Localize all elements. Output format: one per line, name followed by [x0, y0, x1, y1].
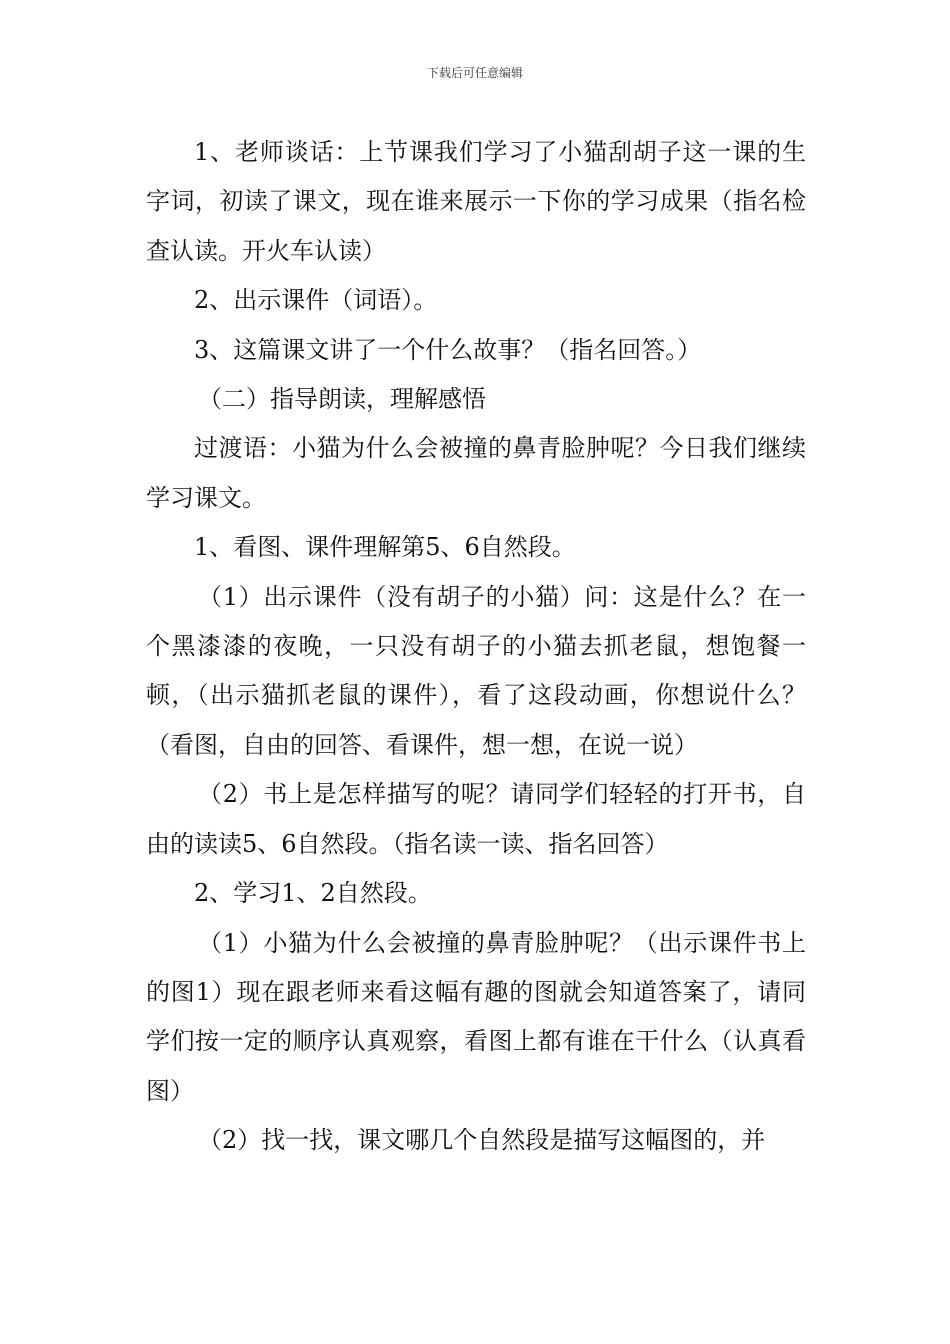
paragraph-step-1: 1、看图、课件理解第5、6自然段。 — [194, 533, 576, 562]
paragraph-step-1-1: （1）出示课件（没有胡子的小猫）问：这是什么？在一个黑漆漆的夜晚，一只没有胡子的小猫去抓老鼠，想饱餐一顿，（出示猫抓老鼠的课件），看了这段动画，你想说什么？（看图，自由的回答、看课件，想一想，在说一说） — [146, 582, 806, 759]
paragraph-step-2: 2、学习1、2自然段。 — [194, 879, 432, 908]
paragraph-show-courseware: 2、出示课件（词语）。 — [194, 286, 438, 315]
document-body — [146, 128, 806, 1166]
paragraph-teacher-talk: 1、老师谈话：上节课我们学习了小猫刮胡子这一课的生字词，初读了课文，现在谁来展示一下你的学习成果（指名检查认读。开火车认读） — [146, 138, 806, 265]
paragraph-story-question: 3、这篇课文讲了一个什么故事？（指名回答。） — [194, 335, 702, 364]
page-header: 下载后可任意编辑 — [426, 66, 523, 80]
paragraph-step-2-1: （1）小猫为什么会被撞的鼻青脸肿呢？（出示课件书上的图1）现在跟老师来看这幅有趣的图就会知道答案了，请同学们按一定的顺序认真观察，看图上都有谁在干什么（认真看图） — [146, 928, 806, 1105]
paragraph-transition: 过渡语：小猫为什么会被撞的鼻青脸肿呢？今日我们继续学习课文。 — [146, 434, 806, 512]
section-heading-reading: （二）指导朗读，理解感悟 — [198, 385, 486, 414]
paragraph-step-2-2: （2）找一找，课文哪几个自然段是描写这幅图的，并 — [198, 1126, 766, 1155]
paragraph-step-1-2: （2）书上是怎样描写的呢？请同学们轻轻的打开书，自由的读读5、6自然段。（指名读一读、指名回答） — [146, 780, 806, 858]
